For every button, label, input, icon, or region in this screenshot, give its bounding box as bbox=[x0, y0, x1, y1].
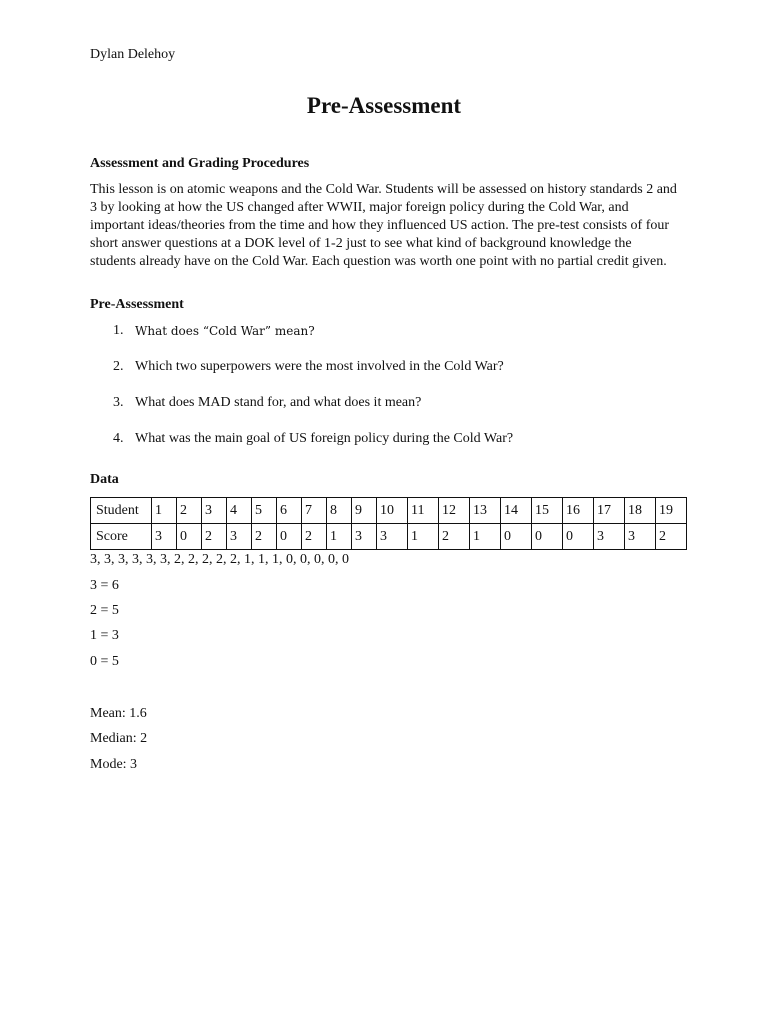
question-number: 4. bbox=[113, 431, 124, 446]
score-cell: 2 bbox=[252, 524, 277, 550]
question-text: What does “Cold War” mean? bbox=[135, 324, 315, 338]
median-value: Median: 2 bbox=[90, 731, 148, 746]
student-row bbox=[91, 498, 687, 524]
student-cell: 9 bbox=[352, 498, 377, 524]
student-cell: 16 bbox=[563, 498, 594, 524]
student-cell: 1 bbox=[152, 498, 177, 524]
score-cell: 3 bbox=[377, 524, 408, 550]
page-title: Pre-Assessment bbox=[306, 93, 462, 118]
score-cell: 0 bbox=[501, 524, 532, 550]
student-cell: 8 bbox=[327, 498, 352, 524]
student-cell: 10 bbox=[377, 498, 408, 524]
row-label-score: Score bbox=[91, 524, 152, 550]
student-cell: 19 bbox=[656, 498, 687, 524]
student-cell: 3 bbox=[202, 498, 227, 524]
scores-table bbox=[90, 497, 687, 550]
author-name: Dylan Delehoy bbox=[90, 47, 176, 62]
row-label-student: Student bbox=[91, 498, 152, 524]
question-number: 1. bbox=[113, 323, 124, 338]
student-cell: 14 bbox=[501, 498, 532, 524]
student-cell: 2 bbox=[177, 498, 202, 524]
score-cell: 2 bbox=[302, 524, 327, 550]
sorted-scores: 3, 3, 3, 3, 3, 3, 2, 2, 2, 2, 2, 1, 1, 1, 0, 0, 0, 0, 0 bbox=[90, 552, 349, 567]
score-cell: 1 bbox=[408, 524, 439, 550]
procedures-heading: Assessment and Grading Procedures bbox=[90, 156, 310, 171]
student-cell: 13 bbox=[470, 498, 501, 524]
score-cell: 3 bbox=[227, 524, 252, 550]
student-cell: 7 bbox=[302, 498, 327, 524]
mean-value: Mean: 1.6 bbox=[90, 706, 147, 721]
pre-assessment-heading: Pre-Assessment bbox=[90, 297, 184, 312]
score-cell: 0 bbox=[177, 524, 202, 550]
frequency-line: 0 = 5 bbox=[90, 654, 119, 669]
student-cell: 17 bbox=[594, 498, 625, 524]
score-row bbox=[91, 524, 687, 550]
score-cell: 3 bbox=[625, 524, 656, 550]
score-cell: 0 bbox=[277, 524, 302, 550]
frequency-line: 3 = 6 bbox=[90, 578, 119, 593]
score-cell: 2 bbox=[656, 524, 687, 550]
question-number: 2. bbox=[113, 359, 124, 374]
question-text: What was the main goal of US foreign policy during the Cold War? bbox=[135, 431, 514, 446]
student-cell: 12 bbox=[439, 498, 470, 524]
student-cell: 5 bbox=[252, 498, 277, 524]
score-cell: 0 bbox=[563, 524, 594, 550]
frequency-line: 1 = 3 bbox=[90, 628, 119, 643]
data-heading: Data bbox=[90, 472, 119, 487]
student-cell: 18 bbox=[625, 498, 656, 524]
score-cell: 1 bbox=[327, 524, 352, 550]
question-text: Which two superpowers were the most involved in the Cold War? bbox=[135, 359, 504, 374]
student-cell: 11 bbox=[408, 498, 439, 524]
mode-value: Mode: 3 bbox=[90, 757, 138, 772]
student-cell: 6 bbox=[277, 498, 302, 524]
score-cell: 3 bbox=[594, 524, 625, 550]
procedures-paragraph: This lesson is on atomic weapons and the Cold War. Students will be assessed on history standards 2 and 3 by looking at how the US changed after WWII, major foreign policy during the Cold War, and important ideas/theories from the time and how they influenced US action. The pre-test consists of four short answer questions at a DOK level of 1-2 just to see what kind of background knowledge the students already have on the Cold War. Each question was worth one point with no partial credit given. bbox=[90, 182, 677, 269]
score-cell: 3 bbox=[152, 524, 177, 550]
frequency-line: 2 = 5 bbox=[90, 603, 119, 618]
student-cell: 4 bbox=[227, 498, 252, 524]
score-cell: 3 bbox=[352, 524, 377, 550]
score-cell: 0 bbox=[532, 524, 563, 550]
score-cell: 2 bbox=[202, 524, 227, 550]
question-text: What does MAD stand for, and what does it mean? bbox=[135, 395, 422, 410]
question-number: 3. bbox=[113, 395, 124, 410]
score-cell: 1 bbox=[470, 524, 501, 550]
student-cell: 15 bbox=[532, 498, 563, 524]
score-cell: 2 bbox=[439, 524, 470, 550]
